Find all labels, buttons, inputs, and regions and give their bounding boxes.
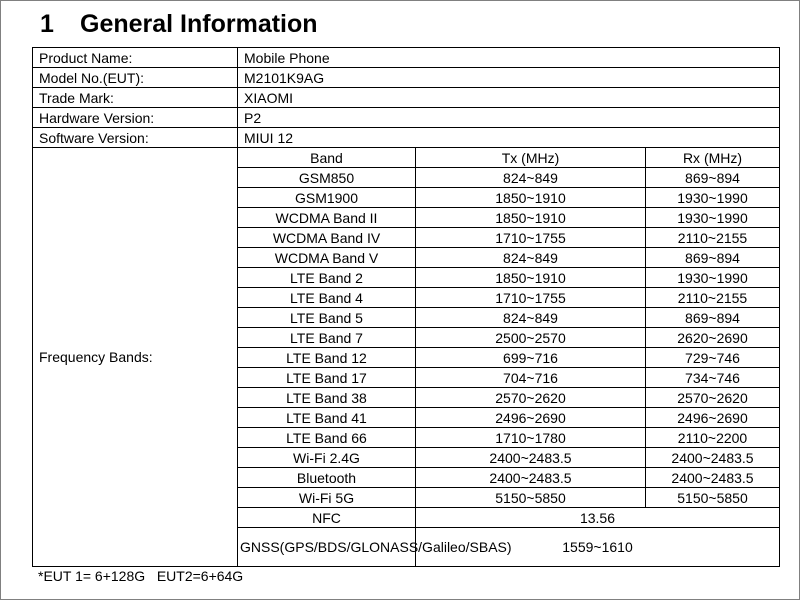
rx-range: 869~894 [646, 168, 780, 188]
band-name: Wi-Fi 2.4G [238, 448, 416, 468]
general-info-table [32, 47, 780, 567]
band-name: LTE Band 5 [238, 308, 416, 328]
section-heading [40, 9, 318, 39]
table-row [33, 88, 780, 108]
band-name: LTE Band 17 [238, 368, 416, 388]
info-value: MIUI 12 [238, 128, 780, 148]
section-title: General Information [80, 10, 318, 38]
tx-range: 824~849 [416, 168, 646, 188]
rx-range: 1930~1990 [646, 188, 780, 208]
band-name: GSM850 [238, 168, 416, 188]
tx-range: 2500~2570 [416, 328, 646, 348]
rx-range: 869~894 [646, 308, 780, 328]
tx-header: Tx (MHz) [416, 148, 646, 168]
band-name: LTE Band 41 [238, 408, 416, 428]
table-row [33, 108, 780, 128]
tx-range: 704~716 [416, 368, 646, 388]
info-value: XIAOMI [238, 88, 780, 108]
rx-range: 2570~2620 [646, 388, 780, 408]
band-header: Band [238, 148, 416, 168]
frequency-bands-label: Frequency Bands: [33, 148, 238, 567]
rx-range: 1930~1990 [646, 208, 780, 228]
tx-range: 1710~1755 [416, 288, 646, 308]
tx-range: 2400~2483.5 [416, 468, 646, 488]
band-name: LTE Band 7 [238, 328, 416, 348]
rx-range: 2110~2200 [646, 428, 780, 448]
rx-range: 729~746 [646, 348, 780, 368]
section-number: 1 [40, 10, 54, 38]
tx-range: 824~849 [416, 248, 646, 268]
band-name: LTE Band 66 [238, 428, 416, 448]
info-label: Model No.(EUT): [33, 68, 238, 88]
table-row [33, 48, 780, 68]
band-name: Bluetooth [238, 468, 416, 488]
band-name: LTE Band 2 [238, 268, 416, 288]
band-name: LTE Band 38 [238, 388, 416, 408]
band-name: Wi-Fi 5G [238, 488, 416, 508]
tx-range: 824~849 [416, 308, 646, 328]
rx-range: 2496~2690 [646, 408, 780, 428]
rx-range: 5150~5850 [646, 488, 780, 508]
rx-range: 2400~2483.5 [646, 468, 780, 488]
table-row [33, 148, 780, 168]
frequency-range: 1559~1610 [416, 528, 780, 567]
info-value: P2 [238, 108, 780, 128]
info-label: Trade Mark: [33, 88, 238, 108]
info-label: Product Name: [33, 48, 238, 68]
rx-header: Rx (MHz) [646, 148, 780, 168]
band-name: WCDMA Band V [238, 248, 416, 268]
rx-range: 734~746 [646, 368, 780, 388]
footnote: *EUT 1= 6+128G EUT2=6+64G [38, 568, 244, 584]
rx-range: 2400~2483.5 [646, 448, 780, 468]
frequency-range: 13.56 [416, 508, 780, 528]
info-label: Hardware Version: [33, 108, 238, 128]
rx-range: 2110~2155 [646, 228, 780, 248]
table-row [33, 128, 780, 148]
band-name: LTE Band 4 [238, 288, 416, 308]
tx-range: 1850~1910 [416, 188, 646, 208]
tx-range: 1850~1910 [416, 268, 646, 288]
band-name: WCDMA Band IV [238, 228, 416, 248]
tx-range: 1850~1910 [416, 208, 646, 228]
info-label: Software Version: [33, 128, 238, 148]
band-name: WCDMA Band II [238, 208, 416, 228]
tx-range: 699~716 [416, 348, 646, 368]
tx-range: 1710~1755 [416, 228, 646, 248]
band-name: LTE Band 12 [238, 348, 416, 368]
band-name: GSM1900 [238, 188, 416, 208]
rx-range: 1930~1990 [646, 268, 780, 288]
tx-range: 2400~2483.5 [416, 448, 646, 468]
table-row [33, 68, 780, 88]
tx-range: 5150~5850 [416, 488, 646, 508]
tx-range: 1710~1780 [416, 428, 646, 448]
info-value: Mobile Phone [238, 48, 780, 68]
band-name: GNSS(GPS/BDS/GLONASS/Galileo/SBAS) [238, 528, 416, 567]
rx-range: 2110~2155 [646, 288, 780, 308]
tx-range: 2570~2620 [416, 388, 646, 408]
rx-range: 869~894 [646, 248, 780, 268]
general-info-body [33, 48, 780, 567]
info-value: M2101K9AG [238, 68, 780, 88]
tx-range: 2496~2690 [416, 408, 646, 428]
rx-range: 2620~2690 [646, 328, 780, 348]
band-name: NFC [238, 508, 416, 528]
